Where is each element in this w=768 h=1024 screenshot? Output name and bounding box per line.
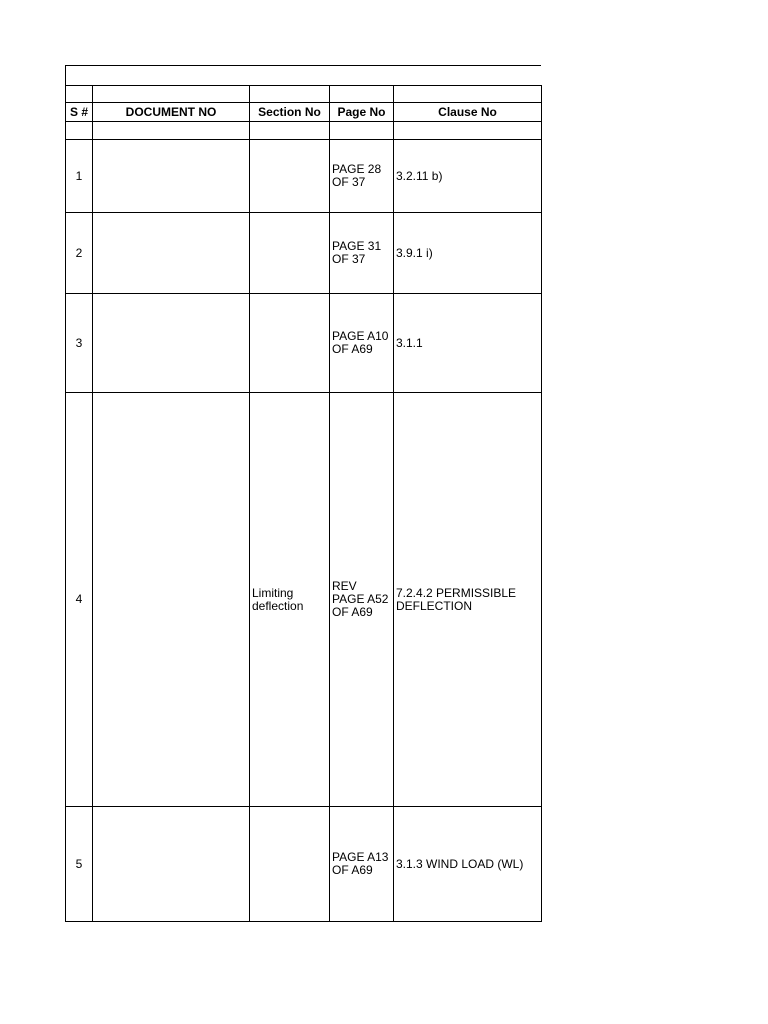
table-row: [66, 807, 542, 922]
header-page-no: Page No: [330, 103, 394, 122]
table-row: [66, 294, 542, 393]
cell-empty: [250, 86, 330, 103]
serial-number-cell: 4: [66, 393, 93, 807]
clause-no-cell: 3.2.11 b): [394, 140, 542, 213]
cell-empty: [330, 122, 394, 140]
cell-empty: [250, 122, 330, 140]
cell-empty: [394, 122, 542, 140]
blank-row-below-header: [66, 122, 542, 140]
cell-empty: [394, 86, 542, 103]
cell-empty: [93, 122, 250, 140]
header-section-no: Section No: [250, 103, 330, 122]
cell-empty: [93, 86, 250, 103]
clause-no-cell: 3.1.3 WIND LOAD (WL): [394, 807, 542, 922]
page-no-cell: PAGE 28 OF 37: [330, 140, 394, 213]
cell-empty: [66, 122, 93, 140]
section-no-cell: [250, 807, 330, 922]
header-document-no: DOCUMENT NO: [93, 103, 250, 122]
clause-no-cell: 3.1.1: [394, 294, 542, 393]
section-no-cell: [250, 294, 330, 393]
page-no-cell: REV PAGE A52 OF A69: [330, 393, 394, 807]
table-row: [66, 140, 542, 213]
serial-number-cell: 3: [66, 294, 93, 393]
document-no-cell: [93, 140, 250, 213]
section-no-cell: Limiting deflection: [250, 393, 330, 807]
page-no-cell: PAGE 31 OF 37: [330, 213, 394, 294]
cell-empty: [330, 86, 394, 103]
document-clause-table: [65, 85, 542, 922]
document-no-cell: [93, 393, 250, 807]
document-no-cell: [93, 294, 250, 393]
clause-no-cell: 7.2.4.2 PERMISSIBLE DEFLECTION: [394, 393, 542, 807]
header-row: [66, 103, 542, 122]
cell-empty: [66, 86, 93, 103]
blank-row-top: [66, 86, 542, 103]
serial-number-cell: 1: [66, 140, 93, 213]
page-no-cell: PAGE A10 OF A69: [330, 294, 394, 393]
table-row: [66, 393, 542, 807]
document-no-cell: [93, 213, 250, 294]
section-no-cell: [250, 213, 330, 294]
sheet-title-row: [65, 65, 541, 86]
serial-number-cell: 2: [66, 213, 93, 294]
clause-no-cell: 3.9.1 i): [394, 213, 542, 294]
header-clause-no: Clause No: [394, 103, 542, 122]
document-no-cell: [93, 807, 250, 922]
section-no-cell: [250, 140, 330, 213]
serial-number-cell: 5: [66, 807, 93, 922]
table-row: [66, 213, 542, 294]
header-serial-number: S #: [66, 103, 93, 122]
page-no-cell: PAGE A13 OF A69: [330, 807, 394, 922]
